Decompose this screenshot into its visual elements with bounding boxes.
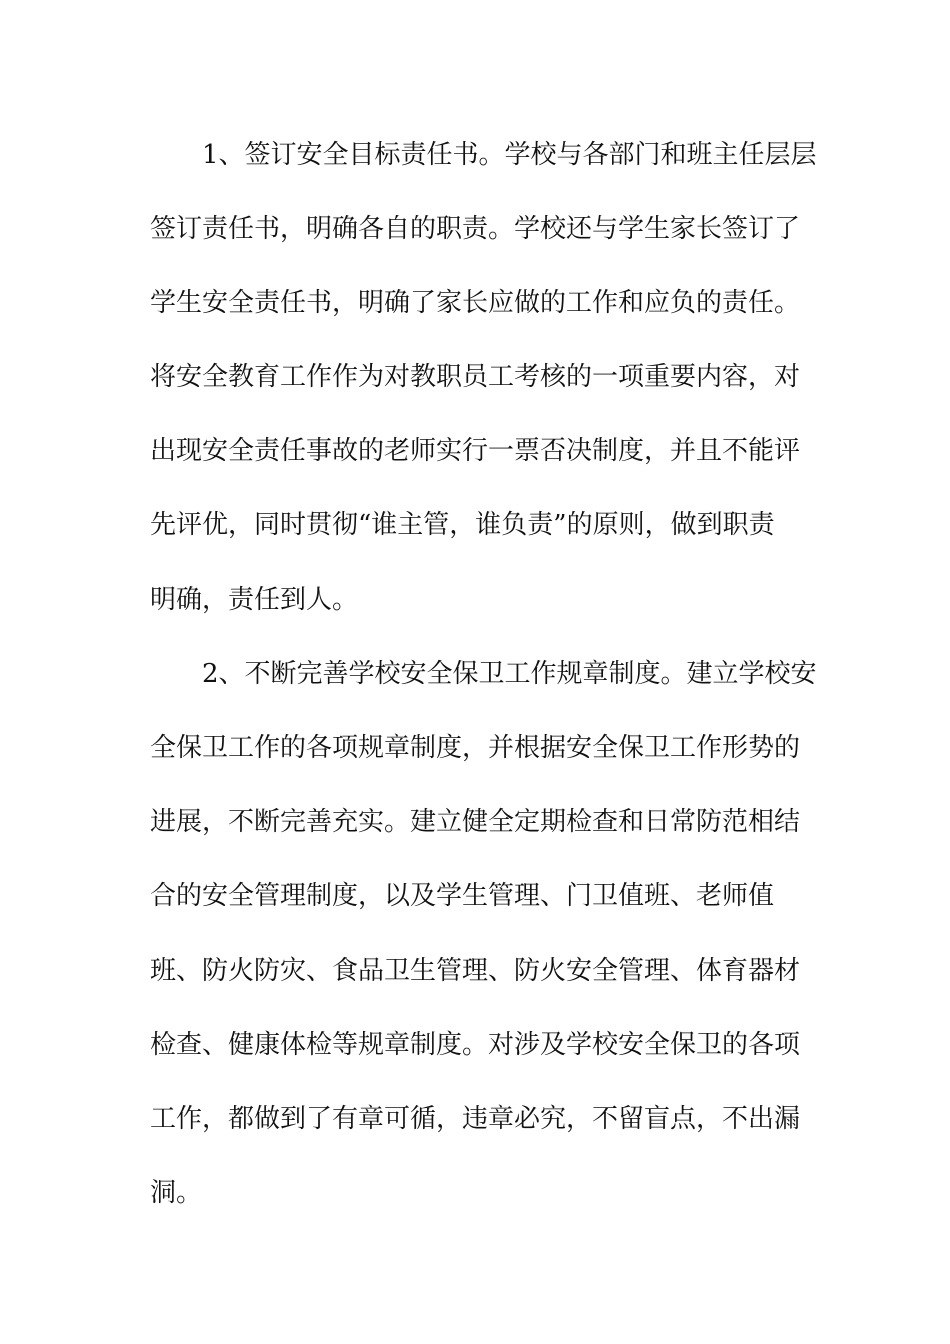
text-line: 1、签订安全目标责任书。学校与各部门和班主任层层 — [202, 140, 817, 170]
text-line: 工作，都做到了有章可循，违章必究，不留盲点，不出漏 — [150, 1104, 801, 1134]
text-line: 检查、健康体检等规章制度。对涉及学校安全保卫的各项 — [150, 1030, 801, 1060]
text-line: 出现安全责任事故的老师实行一票否决制度，并且不能评 — [150, 436, 801, 466]
text-line: 学生安全责任书，明确了家长应做的工作和应负的责任。 — [150, 288, 801, 318]
text-line: 签订责任书，明确各自的职责。学校还与学生家长签订了 — [150, 214, 801, 244]
text-line: 全保卫工作的各项规章制度，并根据安全保卫工作形势的 — [150, 733, 801, 763]
text-line: 进展，不断完善充实。建立健全定期检查和日常防范相结 — [150, 807, 801, 837]
text-line: 洞。 — [150, 1178, 203, 1208]
text-line: 合的安全管理制度，以及学生管理、门卫值班、老师值 — [150, 881, 775, 911]
text-line: 明确，责任到人。 — [150, 585, 359, 615]
text-line: 班、防火防灾、食品卫生管理、防火安全管理、体育器材 — [150, 956, 801, 986]
text-line: 2、不断完善学校安全保卫工作规章制度。建立学校安 — [202, 659, 817, 689]
text-line: 先评优，同时贯彻“谁主管，谁负责”的原则，做到职责 — [150, 510, 775, 540]
text-line: 将安全教育工作作为对教职员工考核的一项重要内容，对 — [150, 362, 801, 392]
